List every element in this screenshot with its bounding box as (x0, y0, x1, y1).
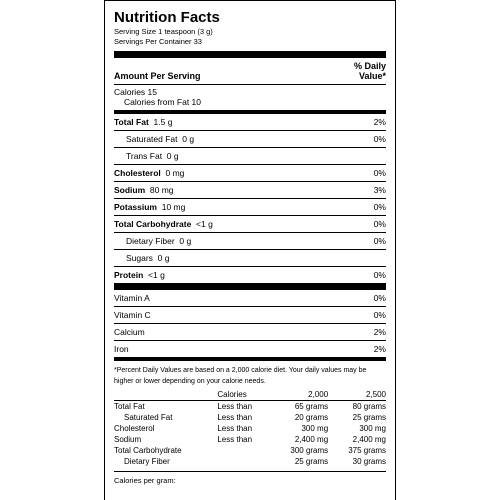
nutrient-row (114, 232, 386, 249)
serving-size: Serving Size 1 teaspoon (3 g) (114, 27, 213, 36)
divider-thick (114, 51, 386, 58)
nutrient-row (114, 147, 386, 164)
dv-table-row (114, 412, 386, 423)
vitamin-row (114, 290, 386, 306)
nutrient-dv: 2% (373, 117, 386, 127)
vitamin-dv: 2% (373, 344, 386, 354)
amount-per-serving: Amount Per Serving (114, 71, 201, 81)
dv-table-cell: 2,400 mg (352, 435, 386, 444)
dv-table-cell: 25 grams (352, 413, 386, 422)
nutrient-dv: 3% (373, 185, 386, 195)
nutrient-dv: 0% (373, 134, 386, 144)
calories-per-gram: Calories per gram: (114, 476, 176, 485)
nutrient-list (114, 114, 386, 283)
vitamin-dv: 0% (373, 293, 386, 303)
dv-table-cell: Less than (217, 402, 253, 411)
dv-table-cell: 2,400 mg (294, 435, 329, 444)
dv-table-cell: Less than (217, 435, 253, 444)
vitamin-label: Vitamin A (114, 293, 150, 303)
dv-table-cell (217, 456, 270, 467)
dv-table-cell (114, 389, 217, 401)
dv-table-cell: 80 grams (352, 402, 386, 411)
divider-thick (114, 283, 386, 290)
dv-table-cell: Dietary Fiber (124, 457, 170, 466)
vitamin-dv: 0% (373, 310, 386, 320)
nutrient-label: Cholesterol 0 mg (114, 168, 185, 178)
label-title: Nutrition Facts (114, 9, 220, 26)
dv-table-row (114, 423, 386, 434)
nutrient-label: Total Fat 1.5 g (114, 117, 173, 127)
dv-table-cell: 300 grams (290, 446, 329, 455)
nutrition-facts-label (104, 0, 396, 500)
nutrient-row (114, 215, 386, 232)
dv-table-row (114, 456, 386, 467)
dv-table-cell: Less than (217, 424, 253, 433)
nutrient-dv: 0% (373, 270, 386, 280)
dv-table-cell: Total Fat (114, 402, 145, 411)
daily-values-table (114, 389, 386, 467)
vitamin-dv: 2% (373, 327, 386, 337)
nutrient-dv: 0% (373, 219, 386, 229)
servings-per-container: Servings Per Container 33 (114, 37, 202, 46)
daily-value-header: % Daily Value* (353, 61, 386, 81)
vitamin-label: Vitamin C (114, 310, 151, 320)
dv-table-cell: 300 mg (359, 424, 386, 433)
dv-table-cell: Saturated Fat (124, 413, 173, 422)
dv-table-cell: Cholesterol (114, 424, 155, 433)
dv-table-cell: 25 grams (294, 457, 329, 466)
dv-table-cell: 375 grams (348, 446, 386, 455)
nutrient-dv: 0% (373, 168, 386, 178)
dv-table-cell: Calories (217, 389, 270, 401)
dv-table-cell: 2,000 (270, 389, 328, 401)
nutrient-label: Protein <1 g (114, 270, 165, 280)
nutrient-label: Dietary Fiber 0 g (126, 236, 192, 246)
footnote: *Percent Daily Values are based on a 2,000 calorie diet. Your daily values may be higher or lower depending on your calorie needs. (114, 367, 367, 385)
dv-table-cell: 65 grams (294, 402, 329, 411)
dv-table-cell: 30 grams (352, 457, 386, 466)
amount-header (114, 58, 386, 84)
vitamin-row (114, 323, 386, 340)
vitamin-list (114, 290, 386, 357)
nutrient-row (114, 114, 386, 130)
nutrient-label: Trans Fat 0 g (126, 151, 179, 161)
dv-table-cell: 20 grams (294, 413, 329, 422)
vitamin-label: Iron (114, 344, 129, 354)
dv-table-row (114, 401, 386, 413)
dv-table-header (114, 389, 386, 401)
nutrient-label: Potassium 10 mg (114, 202, 186, 212)
dv-table-row (114, 445, 386, 456)
calories-from-fat: Calories from Fat 10 (124, 97, 201, 107)
nutrient-label: Sugars 0 g (126, 253, 170, 263)
nutrient-dv: 0% (373, 202, 386, 212)
nutrient-row (114, 198, 386, 215)
dv-table-cell: Total Carbohydrate (114, 446, 182, 455)
nutrient-row (114, 181, 386, 198)
dv-table-cell: 300 mg (301, 424, 329, 433)
nutrient-row (114, 164, 386, 181)
nutrient-row (114, 130, 386, 147)
dv-table-row (114, 434, 386, 445)
dv-table-cell (217, 445, 270, 456)
vitamin-label: Calcium (114, 327, 145, 337)
calories: Calories 15 (114, 87, 157, 97)
nutrient-label: Total Carbohydrate <1 g (114, 219, 213, 229)
calories-block (114, 85, 386, 110)
vitamin-row (114, 306, 386, 323)
nutrient-label: Saturated Fat 0 g (126, 134, 195, 144)
nutrient-dv: 0% (373, 236, 386, 246)
nutrient-row (114, 249, 386, 266)
nutrient-row (114, 266, 386, 283)
dv-table-cell: Less than (217, 413, 253, 422)
vitamin-row (114, 340, 386, 357)
dv-table-cell: Sodium (114, 435, 142, 444)
dv-table-cell: 2,500 (328, 389, 386, 401)
divider-thin (114, 471, 386, 472)
nutrient-label: Sodium 80 mg (114, 185, 174, 195)
